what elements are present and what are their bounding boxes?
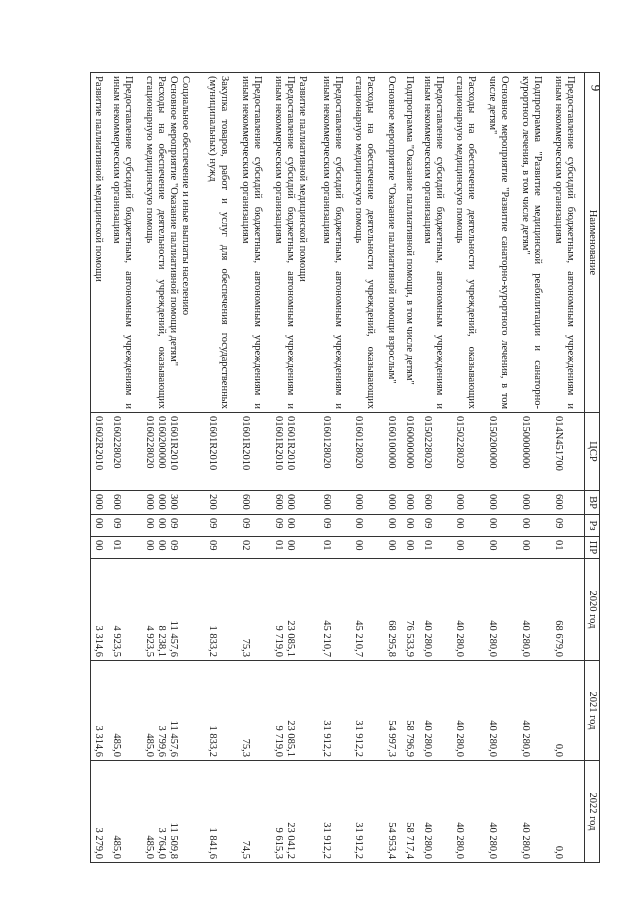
- cell-value-2021: 0,0: [551, 661, 584, 761]
- cell-vr: [271, 491, 319, 515]
- table-header-row: [585, 73, 600, 863]
- cell-name: [271, 73, 319, 413]
- cell-name: Основное мероприятие "Оказание паллиативной помощи взрослым": [384, 73, 402, 413]
- cell-csr: 01601R2010: [238, 413, 271, 491]
- cell-vr: 000: [91, 491, 109, 515]
- cell-csr: 0150228020: [420, 413, 453, 491]
- cell-line-value-2021: 3 799,6: [155, 725, 167, 757]
- cell-line-pr: 00: [143, 540, 155, 551]
- cell-pr: 00: [402, 537, 420, 559]
- cell-pr: 02: [238, 537, 271, 559]
- cell-value-2022: 31 912,2: [319, 761, 352, 863]
- cell-rz: 09: [319, 515, 352, 537]
- cell-line-value-2022: 11 509,8: [167, 822, 179, 859]
- cell-value-2022: 58 717,4: [402, 761, 420, 863]
- cell-value-2021: 54 997,3: [384, 661, 402, 761]
- table-row: [518, 73, 551, 863]
- table-row: [91, 73, 109, 863]
- cell-csr: 0150228020: [453, 413, 486, 491]
- cell-pr: 01: [319, 537, 352, 559]
- cell-line-name: Развитие паллиативной медицинской помощи: [296, 76, 308, 282]
- cell-line-vr: 000: [155, 494, 167, 510]
- cell-csr: 0160228020: [109, 413, 142, 491]
- header-2020: 2020 год: [585, 559, 600, 661]
- cell-csr: 01601R2010: [205, 413, 238, 491]
- table-row: [551, 73, 584, 863]
- cell-rz: 00: [518, 515, 551, 537]
- cell-value-2020: 40 280,0: [485, 559, 518, 661]
- cell-rz: 00: [351, 515, 384, 537]
- cell-value-2020: 1 833,2: [205, 559, 238, 661]
- cell-line-rz: 00: [284, 518, 296, 529]
- cell-value-2022: 3 279,0: [91, 761, 109, 863]
- cell-name: Основное мероприятие "Развитие санаторно-курортного лечения, в том числе детям": [485, 73, 518, 413]
- cell-csr: 01602R2010: [91, 413, 109, 491]
- cell-line-vr: 300: [167, 494, 179, 510]
- cell-value-2020: [142, 559, 205, 661]
- cell-name: Предоставление субсидий бюджетным, автономным учреждениям и иным некоммерческим организациям: [551, 73, 584, 413]
- table-row: [271, 73, 319, 863]
- cell-pr: 00: [485, 537, 518, 559]
- cell-line-rz: 00: [143, 518, 155, 529]
- table-row: [109, 73, 142, 863]
- cell-value-2022: 0,0: [551, 761, 584, 863]
- cell-vr: 000: [351, 491, 384, 515]
- table-row: [238, 73, 271, 863]
- cell-vr: 000: [485, 491, 518, 515]
- table-row: [453, 73, 486, 863]
- cell-line-name: Расходы на обеспечение деятельности учреждений, оказывающих стационарную медицинскую помощь: [143, 76, 167, 409]
- cell-value-2021: 1 833,2: [205, 661, 238, 761]
- cell-line-csr: 0160228020: [143, 416, 155, 469]
- cell-vr: 000: [453, 491, 486, 515]
- cell-value-2021: 40 280,0: [518, 661, 551, 761]
- budget-table-container: [90, 72, 600, 862]
- cell-vr: 600: [551, 491, 584, 515]
- header-2022: 2022 год: [585, 761, 600, 863]
- cell-line-value-2022: 485,0: [143, 835, 155, 859]
- cell-pr: 01: [109, 537, 142, 559]
- cell-pr: 00: [384, 537, 402, 559]
- cell-vr: 600: [319, 491, 352, 515]
- cell-value-2020: 40 280,0: [518, 559, 551, 661]
- cell-value-2020: 68 679,0: [551, 559, 584, 661]
- cell-line-value-2020: 23 085,1: [284, 620, 296, 657]
- cell-value-2020: 40 280,0: [453, 559, 486, 661]
- cell-name: Предоставление субсидий бюджетным, автономным учреждениям и иным некоммерческим организациям: [319, 73, 352, 413]
- cell-rz: 09: [109, 515, 142, 537]
- cell-rz: 00: [485, 515, 518, 537]
- cell-name: Предоставление субсидий бюджетным, автономным учреждениям и иным некоммерческим организациям: [238, 73, 271, 413]
- cell-pr: 00: [91, 537, 109, 559]
- cell-vr: 000: [384, 491, 402, 515]
- cell-vr: 000: [402, 491, 420, 515]
- cell-vr: 600: [109, 491, 142, 515]
- cell-value-2020: 68 295,8: [384, 559, 402, 661]
- cell-value-2020: 45 210,7: [351, 559, 384, 661]
- cell-value-2021: 75,3: [238, 661, 271, 761]
- cell-line-vr: 000: [143, 494, 155, 510]
- cell-value-2021: 3 314,6: [91, 661, 109, 761]
- cell-pr: 09: [205, 537, 238, 559]
- cell-name: Расходы на обеспечение деятельности учреждений, оказывающих стационарную медицинскую помощь: [453, 73, 486, 413]
- cell-line-csr: 01601R2010: [167, 416, 179, 471]
- cell-value-2022: [142, 761, 205, 863]
- cell-pr: [271, 537, 319, 559]
- cell-line-rz: 09: [272, 518, 284, 529]
- cell-vr: 200: [205, 491, 238, 515]
- cell-value-2021: 485,0: [109, 661, 142, 761]
- cell-line-csr: 01601R2010: [272, 416, 284, 471]
- table-row: [420, 73, 453, 863]
- cell-line-name: Основное мероприятие "Оказание паллиативной помощи детям": [167, 76, 179, 367]
- header-name: Наименование: [585, 73, 600, 413]
- table-row: [142, 73, 205, 863]
- cell-rz: 09: [551, 515, 584, 537]
- cell-line-value-2021: 485,0: [143, 733, 155, 757]
- header-pr: ПР: [585, 537, 600, 559]
- cell-name: Закупка товаров, работ и услуг для обеспечения государственных (муниципальных) нужд: [205, 73, 238, 413]
- cell-value-2022: 1 841,6: [205, 761, 238, 863]
- cell-pr: [142, 537, 205, 559]
- cell-name: Предоставление субсидий бюджетным, автономным учреждениям и иным некоммерческим организациям: [420, 73, 453, 413]
- cell-csr: 0160128020: [319, 413, 352, 491]
- cell-value-2020: [271, 559, 319, 661]
- cell-csr: 0160000000: [402, 413, 420, 491]
- cell-value-2021: 31 912,2: [351, 661, 384, 761]
- cell-csr: 0160100000: [384, 413, 402, 491]
- table-row: [351, 73, 384, 863]
- cell-rz: 00: [384, 515, 402, 537]
- cell-value-2021: 40 280,0: [420, 661, 453, 761]
- cell-line-vr: 600: [272, 494, 284, 510]
- cell-rz: [142, 515, 205, 537]
- table-row: [205, 73, 238, 863]
- cell-csr: 0150200000: [485, 413, 518, 491]
- cell-value-2020: 76 533,9: [402, 559, 420, 661]
- cell-name: Развитие паллиативной медицинской помощи: [91, 73, 109, 413]
- cell-value-2020: 45 210,7: [319, 559, 352, 661]
- cell-line-rz: 00: [155, 518, 167, 529]
- cell-value-2022: 40 280,0: [485, 761, 518, 863]
- cell-line-value-2020: 4 923,5: [143, 625, 155, 657]
- cell-csr: [271, 413, 319, 491]
- cell-value-2021: 40 280,0: [453, 661, 486, 761]
- cell-line-pr: 01: [272, 540, 284, 551]
- cell-line-name: Предоставление субсидий бюджетным, автономным учреждениям и иным некоммерческим организациям: [272, 76, 296, 409]
- cell-rz: 09: [420, 515, 453, 537]
- cell-csr: 014N451700: [551, 413, 584, 491]
- cell-line-value-2022: 23 041,2: [284, 822, 296, 859]
- cell-vr: 000: [518, 491, 551, 515]
- table-row: [384, 73, 402, 863]
- cell-vr: 600: [420, 491, 453, 515]
- cell-pr: 01: [551, 537, 584, 559]
- cell-value-2022: [271, 761, 319, 863]
- cell-value-2021: 58 796,9: [402, 661, 420, 761]
- cell-value-2022: 40 280,0: [420, 761, 453, 863]
- cell-line-csr: 0160200000: [155, 416, 167, 469]
- header-2021: 2021 год: [585, 661, 600, 761]
- cell-line-value-2022: 3 764,0: [155, 827, 167, 859]
- cell-value-2021: 40 280,0: [485, 661, 518, 761]
- cell-name: [142, 73, 205, 413]
- cell-pr: 00: [518, 537, 551, 559]
- cell-value-2020: 40 280,0: [420, 559, 453, 661]
- cell-line-value-2021: 11 457,6: [167, 720, 179, 757]
- cell-line-name: Социальное обеспечение и иные выплаты населению: [179, 76, 191, 316]
- cell-line-value-2021: 23 085,1: [284, 720, 296, 757]
- table-row: [485, 73, 518, 863]
- cell-rz: 00: [453, 515, 486, 537]
- cell-csr: 0160128020: [351, 413, 384, 491]
- header-rz: Рз: [585, 515, 600, 537]
- cell-value-2022: 74,5: [238, 761, 271, 863]
- cell-vr: 600: [238, 491, 271, 515]
- cell-name: Предоставление субсидий бюджетным, автономным учреждениям и иным некоммерческим организациям: [109, 73, 142, 413]
- cell-line-csr: 01601R2010: [284, 416, 296, 471]
- cell-rz: 00: [402, 515, 420, 537]
- cell-line-value-2020: 9 719,0: [272, 625, 284, 657]
- cell-line-pr: 00: [155, 540, 167, 551]
- cell-value-2022: 31 912,2: [351, 761, 384, 863]
- cell-line-value-2020: 8 238,1: [155, 625, 167, 657]
- cell-name: Подпрограмма "Оказание паллиативной помощи, в том числе детям": [402, 73, 420, 413]
- cell-line-value-2021: 9 719,0: [272, 725, 284, 757]
- cell-pr: 01: [420, 537, 453, 559]
- budget-table: [90, 72, 600, 863]
- cell-value-2020: 75,3: [238, 559, 271, 661]
- table-row: [319, 73, 352, 863]
- cell-vr: [142, 491, 205, 515]
- table-row: [402, 73, 420, 863]
- cell-value-2022: 485,0: [109, 761, 142, 863]
- cell-line-vr: 000: [284, 494, 296, 510]
- cell-csr: 0150000000: [518, 413, 551, 491]
- cell-value-2022: 54 953,4: [384, 761, 402, 863]
- header-csr: ЦСР: [585, 413, 600, 491]
- cell-rz: [271, 515, 319, 537]
- cell-value-2021: [142, 661, 205, 761]
- cell-line-rz: 09: [167, 518, 179, 529]
- cell-value-2020: 3 314,6: [91, 559, 109, 661]
- cell-pr: 00: [453, 537, 486, 559]
- cell-line-value-2022: 9 615,3: [272, 827, 284, 859]
- cell-line-value-2020: 11 457,6: [167, 620, 179, 657]
- cell-value-2020: 4 923,5: [109, 559, 142, 661]
- cell-value-2021: 31 912,2: [319, 661, 352, 761]
- header-vr: ВР: [585, 491, 600, 515]
- cell-csr: [142, 413, 205, 491]
- cell-line-pr: 00: [284, 540, 296, 551]
- cell-rz: 09: [238, 515, 271, 537]
- cell-rz: 00: [91, 515, 109, 537]
- cell-value-2022: 40 280,0: [518, 761, 551, 863]
- cell-name: Подпрограмма "Развитие медицинской реабилитации и санаторно-курортного лечения, в том числе детям": [518, 73, 551, 413]
- cell-rz: 09: [205, 515, 238, 537]
- cell-value-2021: [271, 661, 319, 761]
- page-number: 9: [588, 84, 604, 92]
- cell-value-2022: 40 280,0: [453, 761, 486, 863]
- cell-line-pr: 09: [167, 540, 179, 551]
- cell-name: Расходы на обеспечение деятельности учреждений, оказывающих стационарную медицинскую помощь: [351, 73, 384, 413]
- cell-pr: 00: [351, 537, 384, 559]
